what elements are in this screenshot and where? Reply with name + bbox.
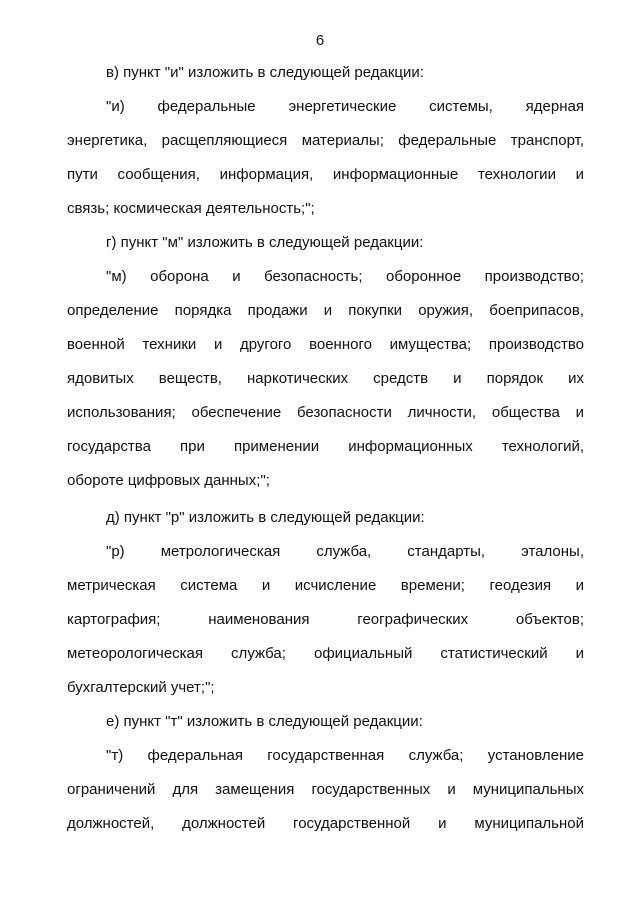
text-line: д) пункт "р" изложить в следующей редакции: bbox=[106, 509, 425, 526]
text-line: "т) федеральная государственная служба; установление bbox=[106, 747, 584, 764]
text-line: "и) федеральные энергетические системы, ядерная bbox=[106, 98, 584, 115]
text-line: энергетика, расщепляющиеся материалы; федеральные транспорт, bbox=[67, 132, 584, 149]
text-line: картография; наименования географических объектов; bbox=[67, 611, 584, 628]
text-line: "м) оборона и безопасность; оборонное производство; bbox=[106, 268, 584, 285]
text-line: определение порядка продажи и покупки оружия, боеприпасов, bbox=[67, 302, 584, 319]
text-line: е) пункт "т" изложить в следующей редакции: bbox=[106, 713, 423, 730]
text-line: метеорологическая служба; официальный статистический и bbox=[67, 645, 584, 662]
page-number: 6 bbox=[315, 32, 325, 49]
text-line: связь; космическая деятельность;"; bbox=[67, 200, 315, 217]
text-line: ядовитых веществ, наркотических средств и порядок их bbox=[67, 370, 584, 387]
text-line: обороте цифровых данных;"; bbox=[67, 472, 270, 489]
text-line: г) пункт "м" изложить в следующей редакции: bbox=[106, 234, 424, 251]
text-line: метрическая система и исчисление времени; геодезия и bbox=[67, 577, 584, 594]
text-line: "р) метрологическая служба, стандарты, эталоны, bbox=[106, 543, 584, 560]
text-line: пути сообщения, информация, информационные технологии и bbox=[67, 166, 584, 183]
text-line: бухгалтерский учет;"; bbox=[67, 679, 215, 696]
text-line: должностей, должностей государственной и муниципальной bbox=[67, 815, 584, 832]
text-line: ограничений для замещения государственных и муниципальных bbox=[67, 781, 584, 798]
text-line: военной техники и другого военного имущества; производство bbox=[67, 336, 584, 353]
text-line: использования; обеспечение безопасности личности, общества и bbox=[67, 404, 584, 421]
text-line: в) пункт "и" изложить в следующей редакции: bbox=[106, 64, 424, 81]
text-line: государства при применении информационных технологий, bbox=[67, 438, 584, 455]
